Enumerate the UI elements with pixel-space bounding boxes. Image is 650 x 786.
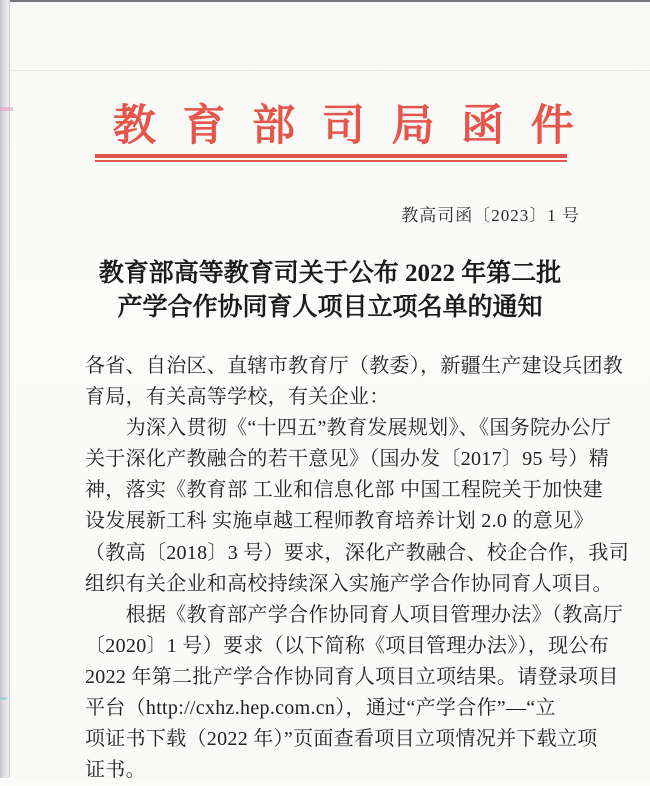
body-line: 2022 年第二批产学合作协同育人项目立项结果。请登录项目: [85, 665, 619, 688]
scan-artifact-tick: [0, 697, 7, 700]
scan-artifact-line: [10, 70, 650, 71]
body-line: （教高〔2018〕3 号）要求，深化产教融合、校企合作，我司: [85, 541, 629, 564]
document-number: 教高司函〔2023〕1 号: [401, 206, 580, 225]
body-line: 平台（http://cxhz.hep.com.cn），通过“产学合作”—“立: [85, 697, 556, 720]
body-line: 为深入贯彻《“十四五”教育发展规划》、《国务院办公厅: [85, 417, 612, 440]
body-line: 关于深化产教融合的若干意见》（国办发〔2017〕95 号）精: [85, 448, 609, 471]
body-line: 根据《教育部产学合作协同育人项目管理办法》（教高厅: [85, 603, 624, 626]
body-line: 设发展新工科 实施卓越工程师教育培养计划 2.0 的意见》: [85, 510, 594, 533]
body-line: 证书。: [85, 759, 146, 782]
body-line: 〔2020〕1 号）要求（以下简称《项目管理办法》），现公布: [85, 634, 609, 657]
document-title-line2: 产学合作协同育人项目立项名单的通知: [117, 294, 543, 321]
body-line: 育局，有关高等学校，有关企业：: [85, 386, 390, 409]
document-title-line1: 教育部高等教育司关于公布 2022 年第二批: [98, 260, 562, 287]
scan-edge-left: [0, 0, 10, 778]
masthead-title: 教育部司局函件: [112, 103, 601, 150]
body-line: 各省、自治区、直辖市教育厅（教委），新疆生产建设兵团教: [85, 355, 624, 377]
body-line: 组织有关企业和高校持续深入实施产学合作协同育人项目。: [85, 572, 613, 595]
body-line: 项证书下载（2022 年）”页面查看项目立项情况并下载立项: [85, 728, 598, 751]
scan-edge-top: [0, 0, 650, 2]
document-title: [10, 257, 650, 325]
document-body: [85, 351, 629, 786]
body-line: 神，落实《教育部 工业和信息化部 中国工程院关于加快建: [85, 479, 604, 502]
masthead-divider: [95, 154, 567, 162]
